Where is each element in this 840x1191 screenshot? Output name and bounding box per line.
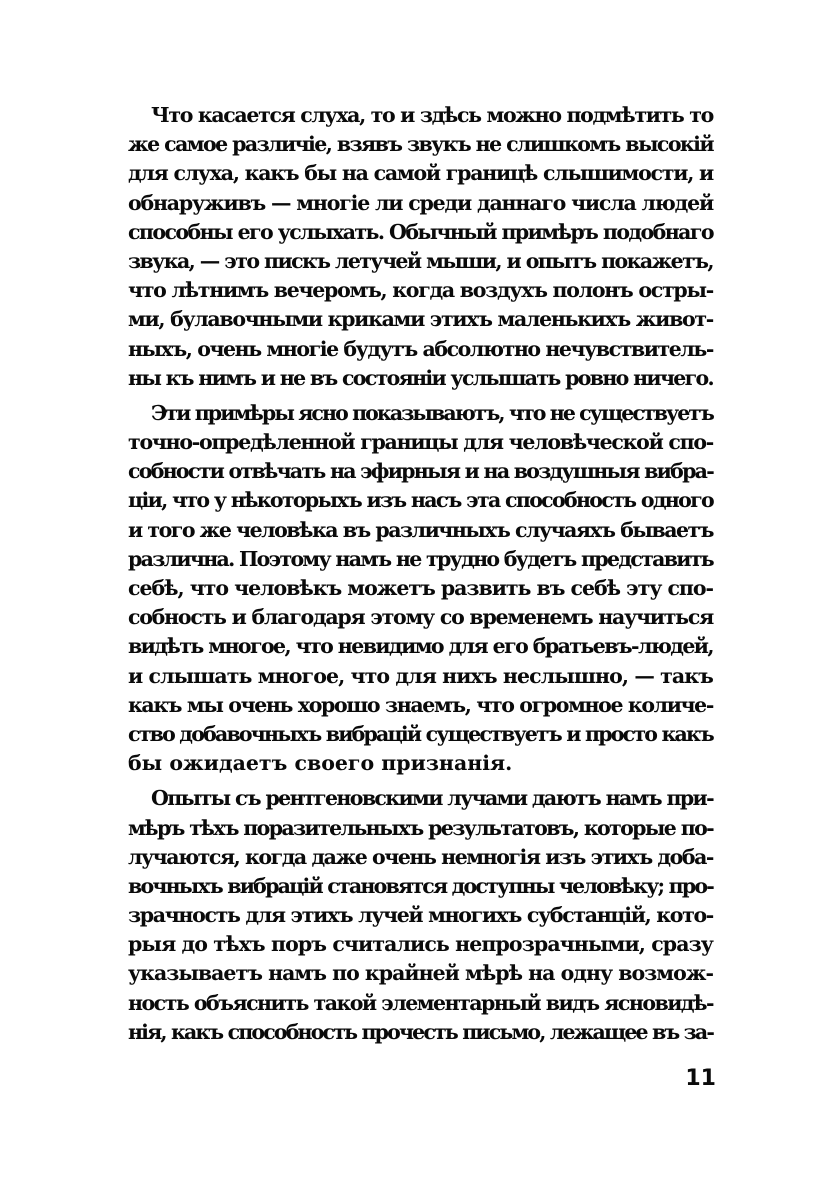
text-line: собность и благодаря этому со временемъ научиться	[128, 605, 713, 630]
text-line: зрачность для этихъ лучей многихъ субстанцій, кото-	[128, 903, 713, 928]
paragraph-1	[128, 101, 713, 393]
text-line: ныхъ, очень многіе будутъ абсолютно нечувствитель-	[128, 336, 713, 361]
text-line: лучаются, когда даже очень немногія изъ этихъ доба-	[128, 844, 713, 869]
text-line: указываетъ намъ по крайней мѣрѣ на одну возмож-	[128, 961, 713, 986]
text-line: и слышать многое, что для нихъ неслышно, — такъ	[128, 663, 713, 688]
text-line: ны къ нимъ и не въ состояніи услышать ровно ничего.	[128, 365, 713, 390]
text-line: точно-опредѣленной границы для человѣческой спо-	[128, 430, 713, 455]
text-line: мѣръ тѣхъ поразительныхъ результатовъ, которые по-	[128, 815, 713, 840]
text-line: обнаруживъ — многіе ли среди даннаго числа людей	[128, 190, 713, 215]
text-line: Опыты съ рентгеновскими лучами даютъ намъ при-	[151, 786, 713, 811]
text-line: нія, какъ способность прочесть письмо, лежащее въ за-	[128, 1019, 713, 1044]
text-line: Что касается слуха, то и здѣсь можно подмѣтить то	[151, 103, 713, 127]
body-text	[128, 101, 713, 1047]
text-line: способны его услыхать. Обычный примѣръ подобнаго	[128, 219, 713, 244]
text-line: собности отвѣчать на эфирныя и на воздушныя вибра-	[128, 459, 713, 484]
text-line: что лѣтнимъ вечеромъ, когда воздухъ полонъ остры-	[128, 278, 714, 303]
paragraph-3	[128, 784, 713, 1047]
text-line: для слуха, какъ бы на самой границѣ слышимости, и	[128, 161, 713, 186]
text-line: вочныхъ вибрацій становятся доступны человѣку; про-	[128, 873, 713, 898]
page-number: 11	[685, 1066, 716, 1091]
text-line: видѣть многое, что невидимо для его братьевъ-людей,	[128, 634, 713, 659]
text-line: различна. Поэтому намъ не трудно будетъ представить	[128, 546, 713, 571]
text-line: же самое различіе, взявъ звукъ не слишкомъ высокій	[128, 132, 713, 157]
text-line: ство добавочныхъ вибрацій существуетъ и просто какъ	[128, 721, 713, 746]
text-line: ціи, что у нѣкоторыхъ изъ насъ эта способность одного	[128, 488, 713, 513]
text-line: Эти примѣры ясно показываютъ, что не существуетъ	[151, 400, 713, 425]
text-line: бы ожидаетъ своего признанія.	[128, 751, 513, 776]
text-line: себѣ, что человѣкъ можетъ развить въ себѣ эту спо-	[128, 576, 713, 600]
text-line: рыя до тѣхъ поръ считались непрозрачными, сразу	[128, 932, 713, 957]
text-line: какъ мы очень хорошо знаемъ, что огромное количе-	[128, 692, 713, 717]
text-line: ность объяснить такой элементарный видъ ясновидѣ-	[128, 990, 713, 1015]
text-line: ми, булавочными криками этихъ маленькихъ живот-	[128, 307, 713, 332]
paragraph-2	[128, 399, 713, 778]
text-line: звука, — это пискъ летучей мыши, и опытъ покажетъ,	[128, 248, 713, 273]
text-line: и того же человѣка въ различныхъ случаяхъ бываетъ	[128, 517, 713, 542]
